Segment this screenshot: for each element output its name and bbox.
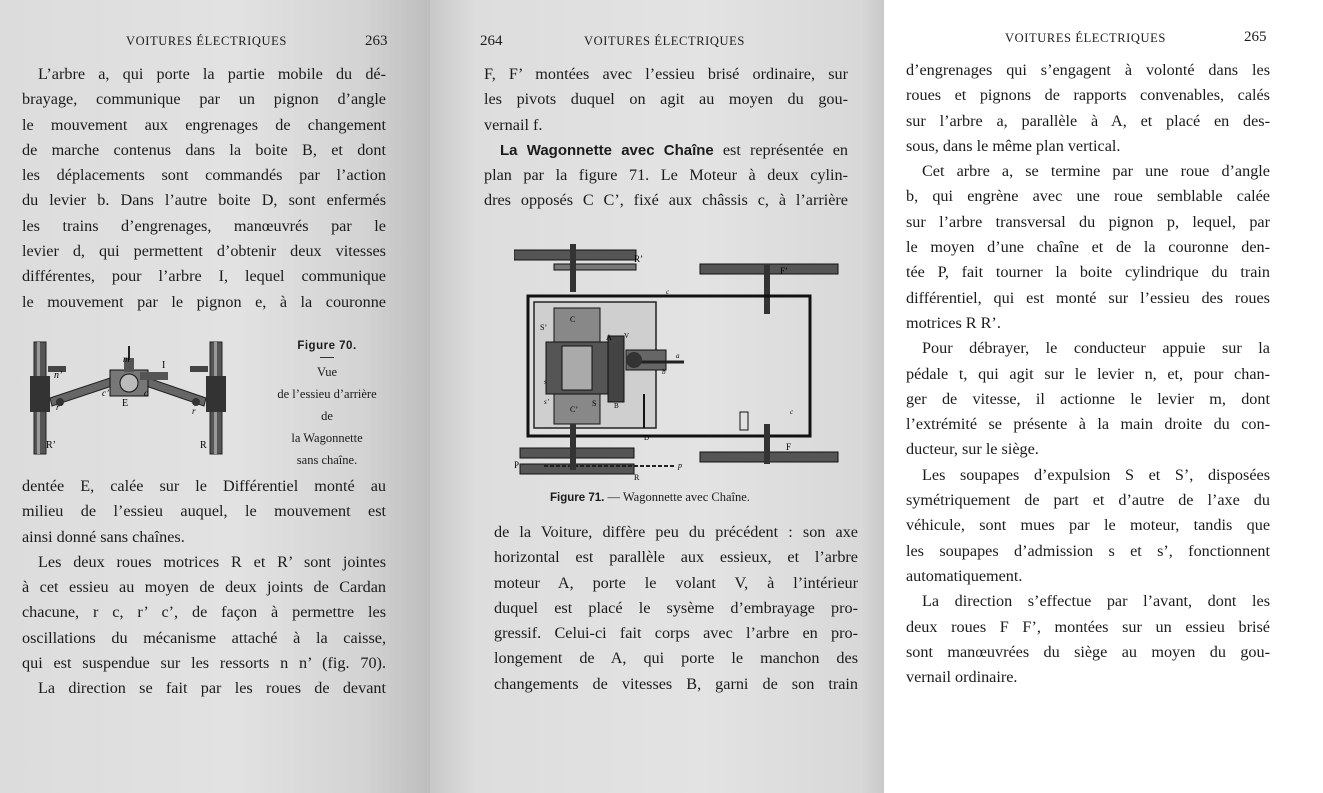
figure-label: B (614, 402, 619, 410)
figure-71-chassis-plan (514, 244, 844, 480)
figure-label: V (624, 332, 630, 340)
figure-label: c (144, 388, 148, 398)
text-line: ger de vitesse, il actionne le levier m, dont (906, 389, 1270, 408)
text-line: les soupapes d’admission s et s’, fonctionnent (906, 541, 1270, 560)
text-line: ainsi donné sans chaînes. (22, 527, 185, 546)
body-text-top (22, 62, 386, 315)
text-line: les trains d’engrenages, manœuvrés par le (22, 216, 386, 235)
text-line: Cet arbre a, se termine par une roue d’angle (922, 162, 1270, 181)
text-line: plan par la figure 71. Le Moteur à deux cylin- (484, 166, 848, 185)
body-text-top (484, 62, 848, 214)
figure-label: b (662, 368, 666, 376)
figure-label: R’ (634, 254, 643, 264)
body-text (906, 58, 1270, 690)
figure-71-caption (550, 490, 750, 505)
caption-line: de l’essieu d’arrière (277, 387, 377, 401)
figure-label: S (592, 399, 597, 408)
text-line: de la Voiture, diffère peu du précédent : son axe (494, 523, 858, 541)
text-line: vernail ordinaire. (906, 668, 1018, 687)
text-line: oscillations du mécanisme attaché à la caisse, (22, 628, 386, 647)
text-line: le mouvement aux engrenages de changement (22, 115, 386, 134)
text-line: dres opposés C C’, fixé aux châssis c, à l’arrière (484, 191, 848, 210)
figure-70-rear-axle (24, 336, 236, 460)
page-number: 265 (1244, 29, 1267, 45)
text-line: vernail f. (484, 115, 543, 134)
figure-label: E (122, 398, 129, 409)
text-line: Pour débrayer, le conducteur appuie sur la (922, 339, 1270, 358)
figure-label: D (644, 434, 650, 442)
text-line: chacune, r c, r’ c’, de façon à permettre les (22, 603, 386, 622)
figure-label: F (786, 442, 792, 452)
caption-text: — Wagonnette avec Chaîne. (604, 490, 750, 504)
running-header: VOITURES ÉLECTRIQUES (584, 34, 745, 48)
text-line: dentée E, calée sur le Différentiel monté au (22, 477, 386, 495)
text-line: levier d, qui permettent d’obtenir deux vitesses (22, 242, 386, 261)
text-line: véhicule, sont mues par le moteur, tandis que (906, 516, 1270, 535)
figure-label: m (123, 354, 130, 364)
text-line: b, qui engrène avec une roue semblable calée (906, 187, 1270, 206)
text-line: La direction s’effectue par l’avant, dont les (922, 592, 1270, 611)
figure-label: C (570, 315, 576, 324)
page-264 (430, 0, 884, 793)
text-line: le mouvement par le pignon e, à la couronne (22, 292, 386, 311)
text-line: différentiel, qui est monté sur l’essieu des roues (906, 288, 1270, 307)
figure-70-caption (252, 334, 402, 471)
text-line: longement de A, qui porte le manchon des (494, 649, 858, 668)
text-line: Les soupapes d’expulsion S et S’, disposées (922, 465, 1270, 484)
text-line: sont manœuvrées du siège au moyen du gou- (906, 642, 1270, 661)
figure-label: R’ (46, 440, 56, 451)
figure-label: R (634, 473, 640, 480)
figure-label: r (192, 406, 196, 416)
running-header: VOITURES ÉLECTRIQUES (126, 34, 287, 48)
text-line: La direction se fait par les roues de devant (38, 679, 386, 698)
text-line: roues et pignons de rapports convenables, calés (906, 86, 1270, 105)
caption-line: Vue (316, 365, 338, 379)
figure-label: c (790, 408, 794, 416)
text-line: Les deux roues motrices R et R’ sont jointes (38, 552, 386, 571)
text-line: du levier b. Dans l’autre boite D, sont enfermés (22, 191, 386, 210)
figure-label: I (162, 360, 166, 371)
figure-label: R (200, 440, 207, 451)
figure-label: c’ (102, 388, 109, 398)
page-263 (0, 0, 430, 793)
figure-label: C’ (570, 405, 578, 414)
text-line: symétriquement de part et d’autre de l’axe du (906, 491, 1270, 510)
caption-line: de (321, 409, 333, 423)
running-header: VOITURES ÉLECTRIQUES (1005, 31, 1166, 45)
page-265 (884, 0, 1323, 793)
text-line: horizontal est parallèle aux essieux, et l’arbre (494, 548, 858, 567)
text-line: changements de vitesses B, garni de son train (494, 674, 858, 693)
body-text-bottom (494, 520, 858, 697)
text-line: gressif. Celui-ci fait corps avec l’arbre en pro- (494, 624, 858, 643)
figure-label: s’ (544, 398, 550, 406)
text-line: les déplacements sont commandés par l’action (22, 166, 386, 185)
figure-label: S’ (540, 323, 548, 332)
caption-line: la Wagonnette (291, 431, 363, 445)
text-line: d’engrenages qui s’engagent à volonté dans les (906, 61, 1270, 79)
text-line: La Wagonnette avec Chaîne est représentée en (500, 140, 848, 159)
text-line: l’extrémité se présente à la main droite du con- (906, 415, 1270, 434)
text-line: sur l’arbre a, parallèle à A, et placé en des- (906, 111, 1270, 130)
text-line: de marche contenus dans la boite B, et dont (22, 140, 386, 159)
text-line: deux roues F F’, montées sur un essieu brisé (906, 617, 1270, 636)
text-line: sur l’arbre transversal du pignon p, lequel, par (906, 212, 1270, 231)
text-line: brayage, communique par un pignon d’angle (22, 90, 386, 109)
figure-label: a (676, 352, 680, 360)
figure-label: r’ (56, 402, 63, 412)
text-line: milieu de l’essieu auquel, le mouvement est (22, 502, 386, 521)
text-line: tée P, fait tourner la boite cylindrique du train (906, 263, 1270, 282)
text-line: qui est suspendue sur les ressorts n n’ (fig. 70). (22, 654, 386, 673)
figure-label: F’ (780, 266, 789, 276)
text-line: L’arbre a, qui porte la partie mobile du dé- (38, 65, 386, 83)
page-number: 263 (365, 33, 388, 49)
figure-label: Figure 70. (297, 340, 357, 352)
body-text-bottom (22, 474, 386, 702)
text-line: F, F’ montées avec l’essieu brisé ordinaire, sur (484, 65, 848, 83)
figure-label: Figure 71. (550, 492, 605, 504)
figure-label: n’ (54, 370, 63, 381)
figure-label: c (666, 288, 670, 296)
text-line: sous, dans le même plan vertical. (906, 136, 1121, 155)
caption-line: sans chaîne. (296, 453, 358, 467)
page-number: 264 (480, 33, 503, 49)
text-line: moteur A, porte le volant V, à l’intérieur (494, 573, 858, 592)
figure-label: s (544, 378, 547, 386)
text-line: pédale t, qui agit sur le levier n, et, pour chan- (906, 364, 1270, 383)
bold-lead: La Wagonnette avec Chaîne (500, 141, 714, 159)
text-line: ducteur, sur le siège. (906, 440, 1039, 459)
text-line: duquel est placé le sysème d’embrayage pro- (494, 598, 858, 617)
figure-label: p (678, 461, 682, 470)
figure-label: A (606, 333, 612, 342)
text-line: le moyen d’une chaîne et de la couronne den- (906, 238, 1270, 257)
text-line: automatiquement. (906, 566, 1023, 585)
text-line: les pivots duquel on agit au moyen du gou- (484, 90, 848, 109)
text-line: à cet essieu au moyen de deux joints de Cardan (22, 578, 386, 597)
text-line: différentes, pour l’arbre I, lequel communique (22, 267, 386, 286)
figure-label: P (514, 460, 520, 470)
text-line: motrices R R’. (906, 313, 1001, 332)
